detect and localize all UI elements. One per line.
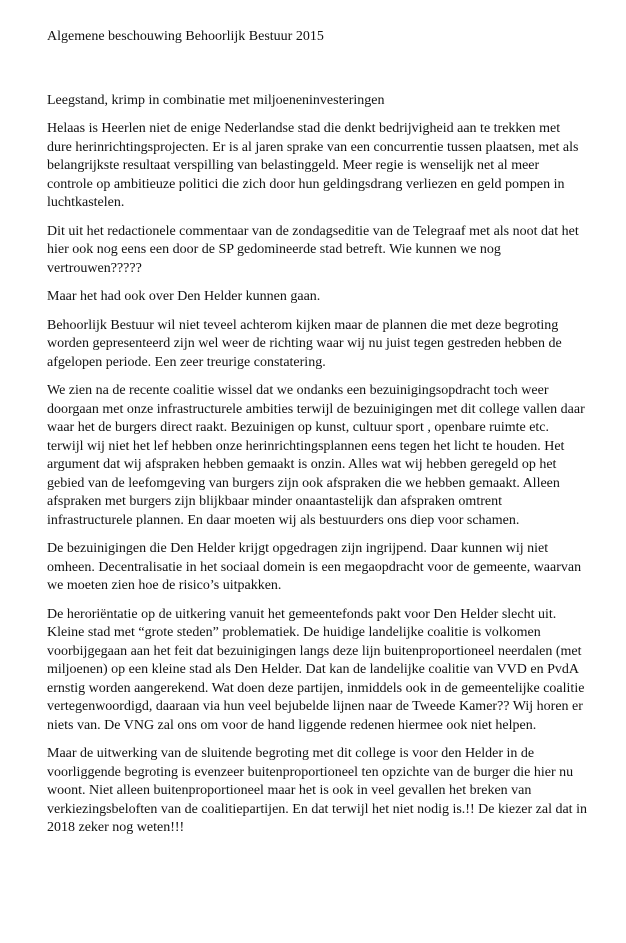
paragraph-8: Maar de uitwerking van de sluitende begroting met dit college is voor den Helder in de voorliggende begroting is evenzeer buitenproportioneel ten opzichte van de burger die hier nu woont. Niet alleen buitenproportioneel maar het is ook in veel gevallen het breken van verkiezingsbeloften van de coalitiepartijen. En dat terwijl het niet nodig is.!! De kiezer zal dat in 2018 zeker nog weten!!! — [47, 746, 587, 835]
document-header: Algemene beschouwing Behoorlijk Bestuur 2015 — [47, 29, 324, 44]
paragraph-6: De bezuinigingen die Den Helder krijgt opgedragen zijn ingrijpend. Daar kunnen wij niet omheen. Decentralisatie in het sociaal domein is een megaopdracht voor de gemeente, waarvan we moeten zien hoe de risico’s uitpakken. — [47, 541, 582, 593]
paragraph-3: Maar het had ook over Den Helder kunnen gaan. — [47, 289, 321, 304]
document-page — [47, 28, 587, 848]
paragraph-5: We zien na de recente coalitie wissel dat we ondanks een bezuinigingsopdracht toch weer doorgaan met onze infrastructurele ambities terwijl de bezuinigingen met dit college vallen daar waar het de burgers direct raakt. Bezuinigen op kunst, cultuur sport , openbare ruimte etc. terwijl wij niet het lef hebben onze herinrichtingsplannen eens tegen het licht te houden. Het argument dat wij afspraken hebben gemaakt is onzin. Alles wat wij hebben geregeld op het gebied van de leefomgeving van burgers zijn ook afspraken die we hebben gemaakt. Alleen afspraken met burgers zijn blijkbaar minder onaantastelijk dan afspraken omtrent infrastructurele plannen. En daar moeten wij als bestuurders ons diep voor schamen. — [47, 383, 585, 528]
paragraph-7: De heroriëntatie op de uitkering vanuit het gemeentefonds pakt voor Den Helder slecht uit. Kleine stad met “grote steden” problematiek. De huidige landelijke coalitie is volkomen voorbijgegaan aan het feit dat bezuinigingen langs deze lijn buitenproportioneel neerdalen (met miljoenen) op een kleine stad als Den Helder. Dat kan de landelijke coalitie van VVD en PvdA ernstig worden aangerekend. Wat doen deze partijen, inmiddels ook in de gemeentelijke coalitie vertegenwoordigd, daaraan via hun veel bejubelde lijnen naar de Tweede Kamer?? Wij horen er niets van. De VNG zal ons om voor de hand liggende redenen hiermee ook niet helpen. — [47, 606, 585, 733]
paragraph-2: Dit uit het redactionele commentaar van de zondagseditie van de Telegraaf met als noot dat het hier ook nog eens een door de SP gedomineerde stad betreft. Wie kunnen we nog vertrouwen????? — [47, 223, 579, 276]
paragraph-4: Behoorlijk Bestuur wil niet teveel achterom kijken maar de plannen die met deze begroting worden gepresenteerd zijn wel weer de richting waar wij nu juist tegen gestreden hebben de afgelopen periode. Een zeer treurige constatering. — [47, 317, 562, 370]
section-title: Leegstand, krimp in combinatie met miljoeneninvesteringen — [47, 93, 385, 108]
paragraph-1: Helaas is Heerlen niet de enige Nederlandse stad die denkt bedrijvigheid aan te trekken met dure herinrichtingsprojecten. Er is al jaren sprake van een concurrentie tussen plaatsen, met als belangrijkste resultaat verspilling van belastinggeld. Meer regie is wenselijk net al meer controle op ambitieuze politici die zich door hun geldingsdrang verliezen en geld pompen in luchtkastelen. — [47, 121, 579, 210]
